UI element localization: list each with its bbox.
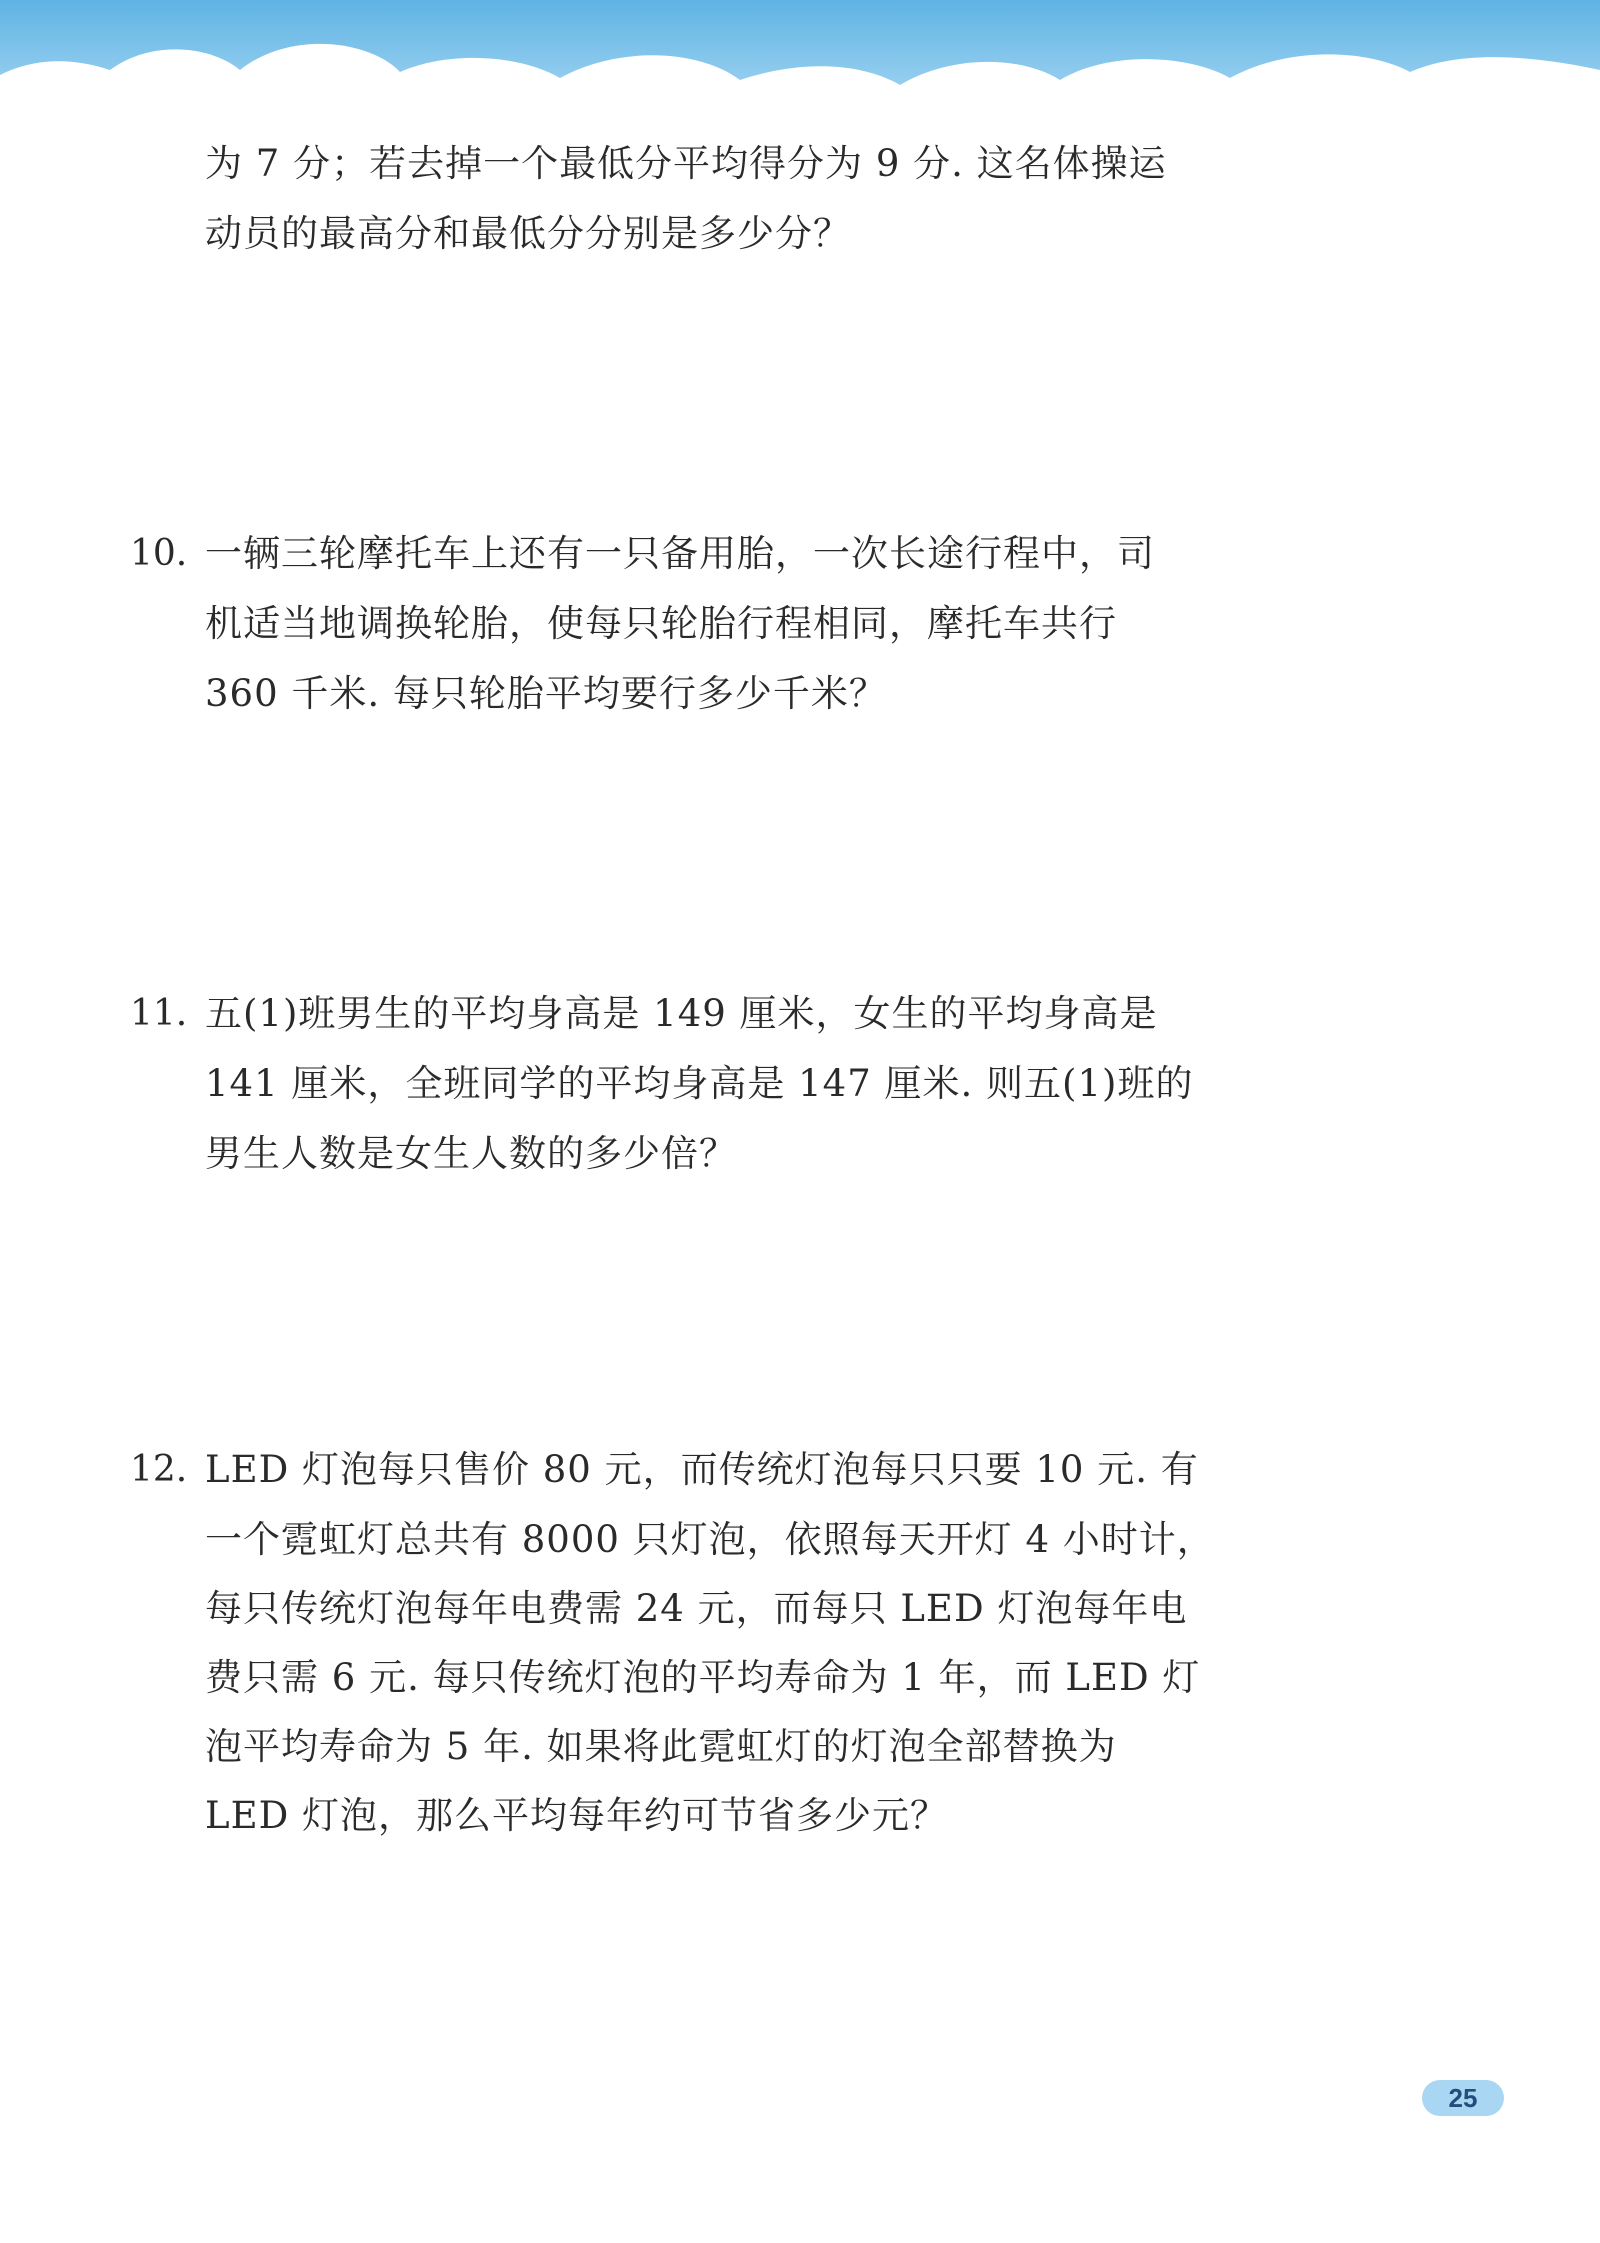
problem12-line-1: LED 灯泡每只售价 80 元，而传统灯泡每只只要 10 元. 有 bbox=[205, 1448, 1199, 1491]
cloud-banner-graphic bbox=[0, 0, 1600, 140]
page-number: 25 bbox=[1448, 2082, 1478, 2113]
problem11-line-3: 男生人数是女生人数的多少倍？ bbox=[205, 1132, 737, 1175]
problem12-line-3: 每只传统灯泡每年电费需 24 元，而每只 LED 灯泡每年电 bbox=[205, 1587, 1188, 1630]
problem10-number: 10. bbox=[130, 533, 188, 574]
problem12-line-6: LED 灯泡，那么平均每年约可节省多少元？ bbox=[205, 1794, 949, 1837]
problem9-line-2: 动员的最高分和最低分分别是多少分？ bbox=[205, 212, 851, 255]
problem12-line-2: 一个霓虹灯总共有 8000 只灯泡，依照每天开灯 4 小时计， bbox=[205, 1518, 1215, 1561]
problem11-line-2: 141 厘米，全班同学的平均身高是 147 厘米. 则五(1)班的 bbox=[205, 1062, 1194, 1105]
problem11-number: 11. bbox=[130, 993, 188, 1034]
problem10-line-2: 机适当地调换轮胎，使每只轮胎行程相同，摩托车共行 bbox=[205, 602, 1117, 645]
problem12-number: 12. bbox=[130, 1449, 188, 1490]
problem10-line-1: 一辆三轮摩托车上还有一只备用胎，一次长途行程中，司 bbox=[205, 532, 1155, 575]
header-cloud-band bbox=[0, 0, 1600, 140]
problem12-line-4: 费只需 6 元. 每只传统灯泡的平均寿命为 1 年，而 LED 灯 bbox=[205, 1656, 1201, 1699]
problem11-line-1: 五(1)班男生的平均身高是 149 厘米，女生的平均身高是 bbox=[205, 992, 1158, 1035]
problem9-line-1: 为 7 分；若去掉一个最低分平均得分为 9 分. 这名体操运 bbox=[205, 142, 1167, 185]
page-number-badge bbox=[1422, 2080, 1504, 2116]
problem12-line-5: 泡平均寿命为 5 年. 如果将此霓虹灯的灯泡全部替换为 bbox=[205, 1725, 1117, 1768]
problem10-line-3: 360 千米. 每只轮胎平均要行多少千米？ bbox=[205, 672, 887, 715]
